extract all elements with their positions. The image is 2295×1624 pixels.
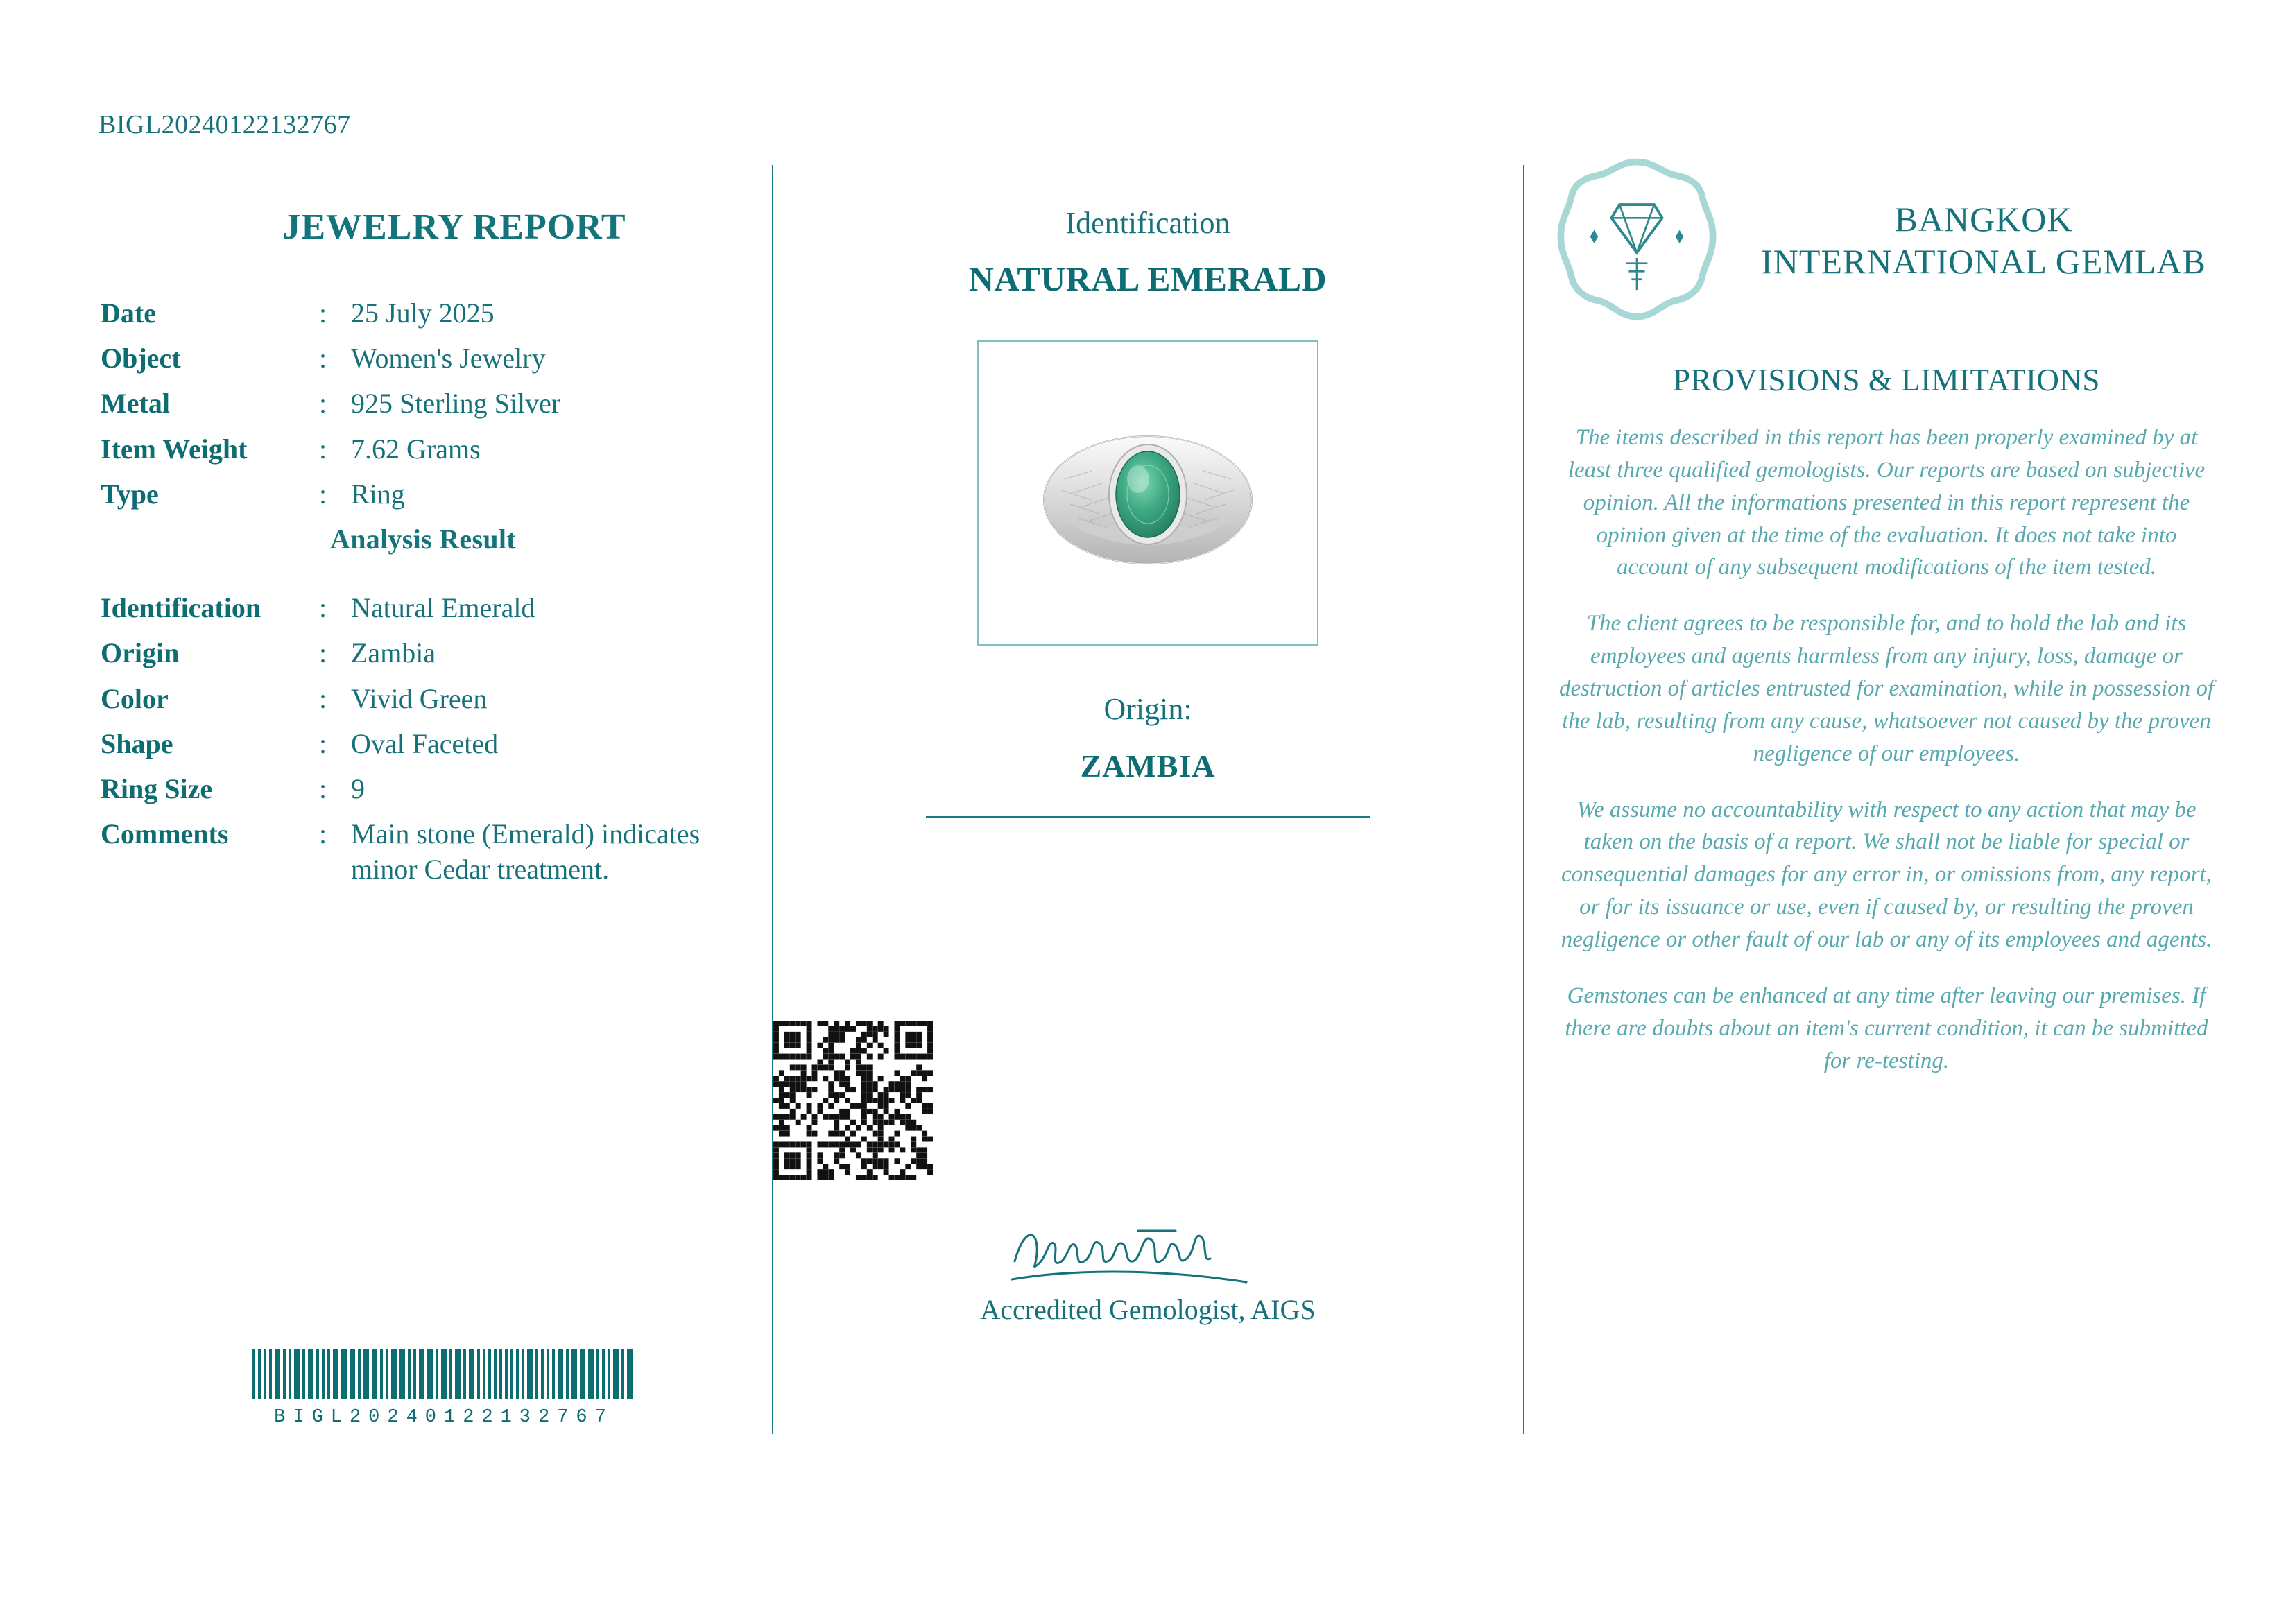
gemlab-logo-icon xyxy=(1547,154,1727,327)
barcode-text: BIGL20240122132767 xyxy=(274,1407,614,1428)
row-colon: : xyxy=(319,818,327,850)
origin-label: Origin: xyxy=(1103,692,1192,726)
row-key: Ring Size xyxy=(101,772,213,804)
table-row xyxy=(90,291,756,336)
specs-table xyxy=(90,291,756,892)
table-row xyxy=(90,766,756,811)
row-key: Identification xyxy=(101,592,261,624)
column-divider-right xyxy=(1523,165,1524,1434)
right-column xyxy=(1547,154,2226,1077)
row-colon: : xyxy=(319,682,327,714)
qr-code[interactable] xyxy=(773,1021,933,1180)
page-title: JEWELRY REPORT xyxy=(282,207,626,247)
row-colon: : xyxy=(319,637,327,669)
provisions-paragraph: The client agrees to be responsible for, and to hold the lab and its employees and agents harmless from any injury, loss, damage or destruction of articles entrusted for examination, while in possession of the lab, resulting from any cause, whatsoever not caused by the proven negligence of our employees. xyxy=(1558,611,2215,766)
ring-photo xyxy=(1009,396,1287,590)
row-colon: : xyxy=(319,433,327,465)
origin-value: ZAMBIA xyxy=(1080,748,1216,784)
row-colon: : xyxy=(319,478,327,510)
row-key: Shape xyxy=(101,727,173,759)
table-row xyxy=(90,381,756,426)
table-row xyxy=(90,336,756,381)
row-value: Natural Emerald xyxy=(351,592,535,624)
brand-name: BANGKOK INTERNATIONAL GEMLAB xyxy=(1761,200,2206,281)
report-id: BIGL20240122132767 xyxy=(98,110,351,139)
provisions-title: PROVISIONS & LIMITATIONS xyxy=(1673,363,2100,397)
barcode-block xyxy=(208,1349,680,1428)
row-colon: : xyxy=(319,388,327,420)
signature-caption: Accredited Gemologist, AIGS xyxy=(980,1294,1316,1325)
row-value: Vivid Green xyxy=(351,682,488,714)
provisions-paragraph: The items described in this report has been properly examined by at least three qualified gemologists. Our reports are based on subjective opinion. All the informations presented in this report represent the opinion given at the time of the evaluation. It does not take into account of any subsequent modifications of the item tested. xyxy=(1567,425,2206,580)
identification-label: Identification xyxy=(1065,206,1230,240)
analysis-heading-row xyxy=(90,517,756,562)
table-row xyxy=(90,721,756,766)
row-colon: : xyxy=(319,592,327,624)
row-value: 9 xyxy=(351,772,365,804)
analysis-result-heading: Analysis Result xyxy=(330,523,516,555)
horizontal-rule xyxy=(926,816,1370,818)
row-value: Zambia xyxy=(351,637,436,669)
spacer xyxy=(90,562,756,585)
provisions-paragraph: We assume no accountability with respect to any action that may be taken on the basis of a report. We shall not be liable for special or consequential damages for any error in, or omissions from, any report, or for its issuance or use, even if caused by, or resulting the proven negligence or other fault of our lab or any of its employees and agents. xyxy=(1561,797,2212,953)
table-row xyxy=(90,676,756,721)
row-value: Women's Jewelry xyxy=(351,343,546,374)
identification-value: NATURAL EMERALD xyxy=(968,259,1327,298)
row-key: Item Weight xyxy=(101,433,248,465)
table-row xyxy=(90,630,756,675)
row-colon: : xyxy=(319,343,327,374)
row-key: Object xyxy=(101,343,181,374)
gem-photo-frame xyxy=(977,340,1318,646)
table-row xyxy=(90,426,756,472)
row-key: Metal xyxy=(101,388,170,420)
row-key: Date xyxy=(101,297,156,329)
row-value: Oval Faceted xyxy=(351,727,499,759)
row-colon: : xyxy=(319,727,327,759)
row-value: 25 July 2025 xyxy=(351,297,495,329)
row-value: Main stone (Emerald) indicates minor Cedar treatment. xyxy=(351,818,700,886)
table-row xyxy=(90,585,756,630)
row-key: Origin xyxy=(101,637,180,669)
row-key: Color xyxy=(101,682,169,714)
row-value: Ring xyxy=(351,478,405,510)
middle-column xyxy=(773,173,1522,1326)
row-value: 7.62 Grams xyxy=(351,433,481,465)
row-colon: : xyxy=(319,772,327,804)
brand-header xyxy=(1547,154,2226,327)
provisions-paragraph: Gemstones can be enhanced at any time after leaving our premises. If there are doubts about an item's current condition, it can be submitted for re-testing. xyxy=(1565,983,2208,1073)
table-row xyxy=(90,811,756,892)
barcode-image xyxy=(208,1349,680,1399)
table-row xyxy=(90,472,756,517)
left-column xyxy=(90,173,756,892)
row-key: Comments xyxy=(101,818,229,850)
row-colon: : xyxy=(319,297,327,329)
signature-image xyxy=(1002,1213,1293,1289)
row-value: 925 Sterling Silver xyxy=(351,388,561,420)
row-key: Type xyxy=(101,478,159,510)
